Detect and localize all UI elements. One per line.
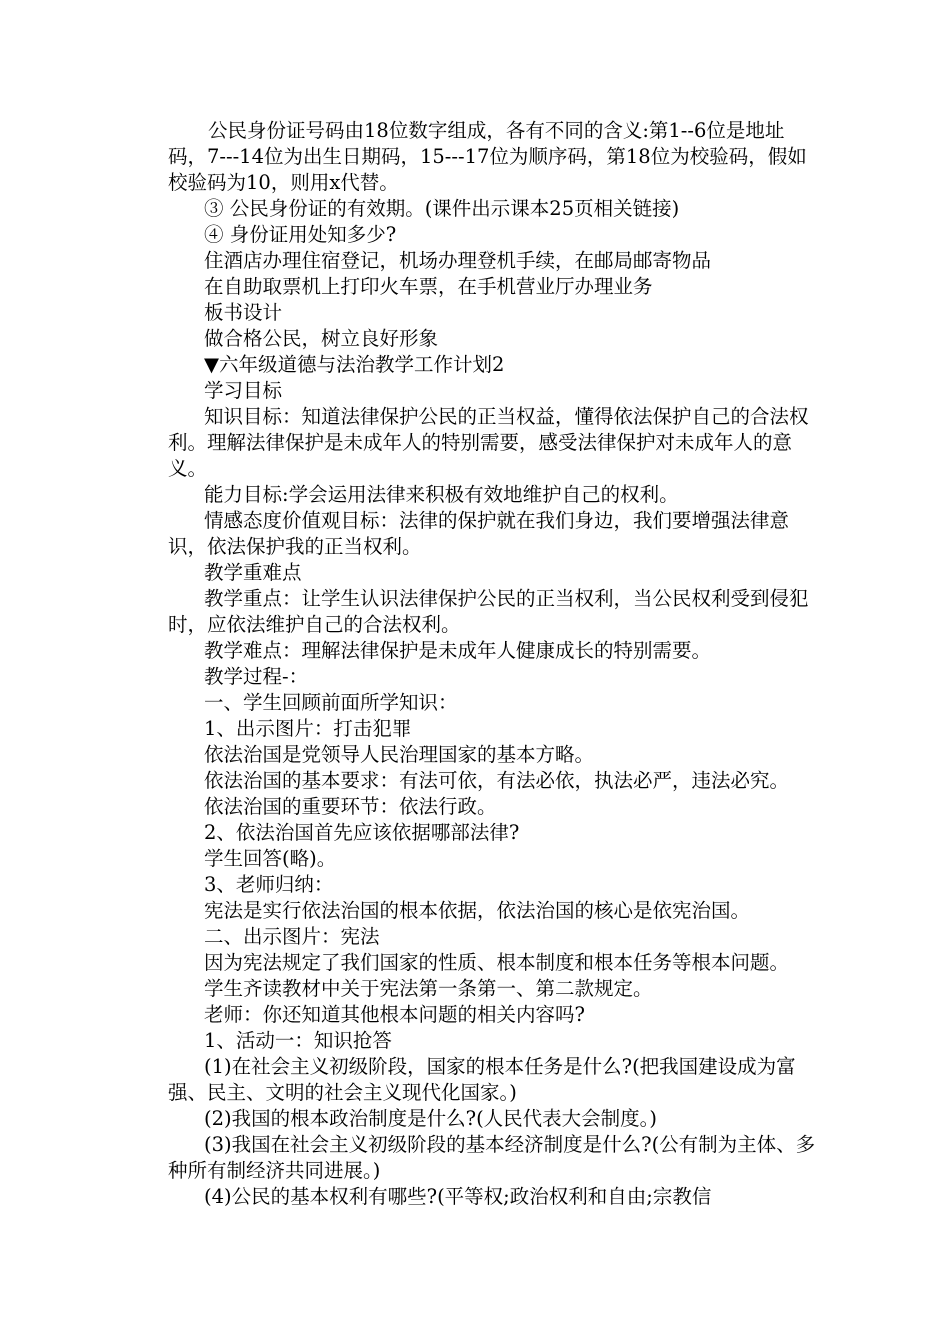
paragraph: (3)我国在社会主义初级阶段的基本经济制度是什么?(公有制为主体、多种所有制经济共同进展。)	[168, 1133, 816, 1182]
paragraph: 公民身份证号码由18位数字组成，各有不同的含义:第1--6位是地址码，7---14位为出生日期码，15---17位为顺序码，第18位为校验码，假如校验码为10，则用x代替。	[168, 119, 807, 194]
paragraph: 依法治国的基本要求：有法可依，有法必依，执法必严，违法必究。	[204, 769, 790, 792]
paragraph: ③ 公民身份证的有效期。(课件出示课本25页相关链接)	[204, 197, 680, 220]
section-heading: 板书设计	[204, 301, 283, 324]
section-heading: 学习目标	[204, 379, 283, 402]
paragraph: ④ 身份证用处知多少?	[204, 223, 397, 246]
paragraph: 学生齐读教材中关于宪法第一条第一、第二款规定。	[204, 977, 653, 1000]
paragraph: (4)公民的基本权利有哪些?(平等权;政治权利和自由;宗教信	[204, 1185, 712, 1208]
paragraph: 一、学生回顾前面所学知识：	[204, 691, 458, 714]
paragraph: 1、出示图片：打击犯罪	[204, 717, 412, 740]
paragraph: 宪法是实行依法治国的根本依据，依法治国的核心是依宪治国。	[204, 899, 751, 922]
paragraph: 教学重点：让学生认识法律保护公民的正当权利，当公民权利受到侵犯时，应依法维护自己的合法权利。	[168, 587, 809, 636]
paragraph: 教学难点：理解法律保护是未成年人健康成长的特别需要。	[204, 639, 712, 662]
paragraph: 学生回答(略)。	[204, 847, 337, 870]
paragraph: 做合格公民，树立良好形象	[204, 327, 439, 350]
section-title: ▼六年级道德与法治教学工作计划2	[204, 353, 505, 376]
paragraph: 依法治国是党领导人民治理国家的基本方略。	[204, 743, 595, 766]
section-heading: 教学重难点	[204, 561, 302, 584]
paragraph: 老师：你还知道其他根本问题的相关内容吗?	[204, 1003, 585, 1026]
paragraph: 二、出示图片：宪法	[204, 925, 380, 948]
paragraph: 住酒店办理住宿登记，机场办理登机手续，在邮局邮寄物品	[204, 249, 712, 272]
paragraph: 情感态度价值观目标：法律的保护就在我们身边，我们要增强法律意识，依法保护我的正当权利。	[168, 509, 790, 558]
paragraph: (1)在社会主义初级阶段，国家的根本任务是什么?(把我国建设成为富强、民主、文明的社会主义现代化国家。)	[168, 1055, 796, 1104]
paragraph: 1、活动一：知识抢答	[204, 1029, 392, 1052]
document-body	[168, 118, 818, 1210]
paragraph: 在自助取票机上打印火车票，在手机营业厅办理业务	[204, 275, 653, 298]
paragraph: 2、依法治国首先应该依据哪部法律?	[204, 821, 520, 844]
paragraph: 知识目标：知道法律保护公民的正当权益，懂得依法保护自己的合法权利。理解法律保护是未成年人的特别需要，感受法律保护对未成年人的意义。	[168, 405, 809, 480]
paragraph: 3、老师归纳：	[204, 873, 334, 896]
paragraph: 能力目标:学会运用法律来积极有效地维护自己的权利。	[204, 483, 679, 506]
section-heading: 教学过程-：	[204, 665, 309, 688]
paragraph: (2)我国的根本政治制度是什么?(人民代表大会制度。)	[204, 1107, 658, 1130]
paragraph: 依法治国的重要环节：依法行政。	[204, 795, 497, 818]
paragraph: 因为宪法规定了我们国家的性质、根本制度和根本任务等根本问题。	[204, 951, 790, 974]
